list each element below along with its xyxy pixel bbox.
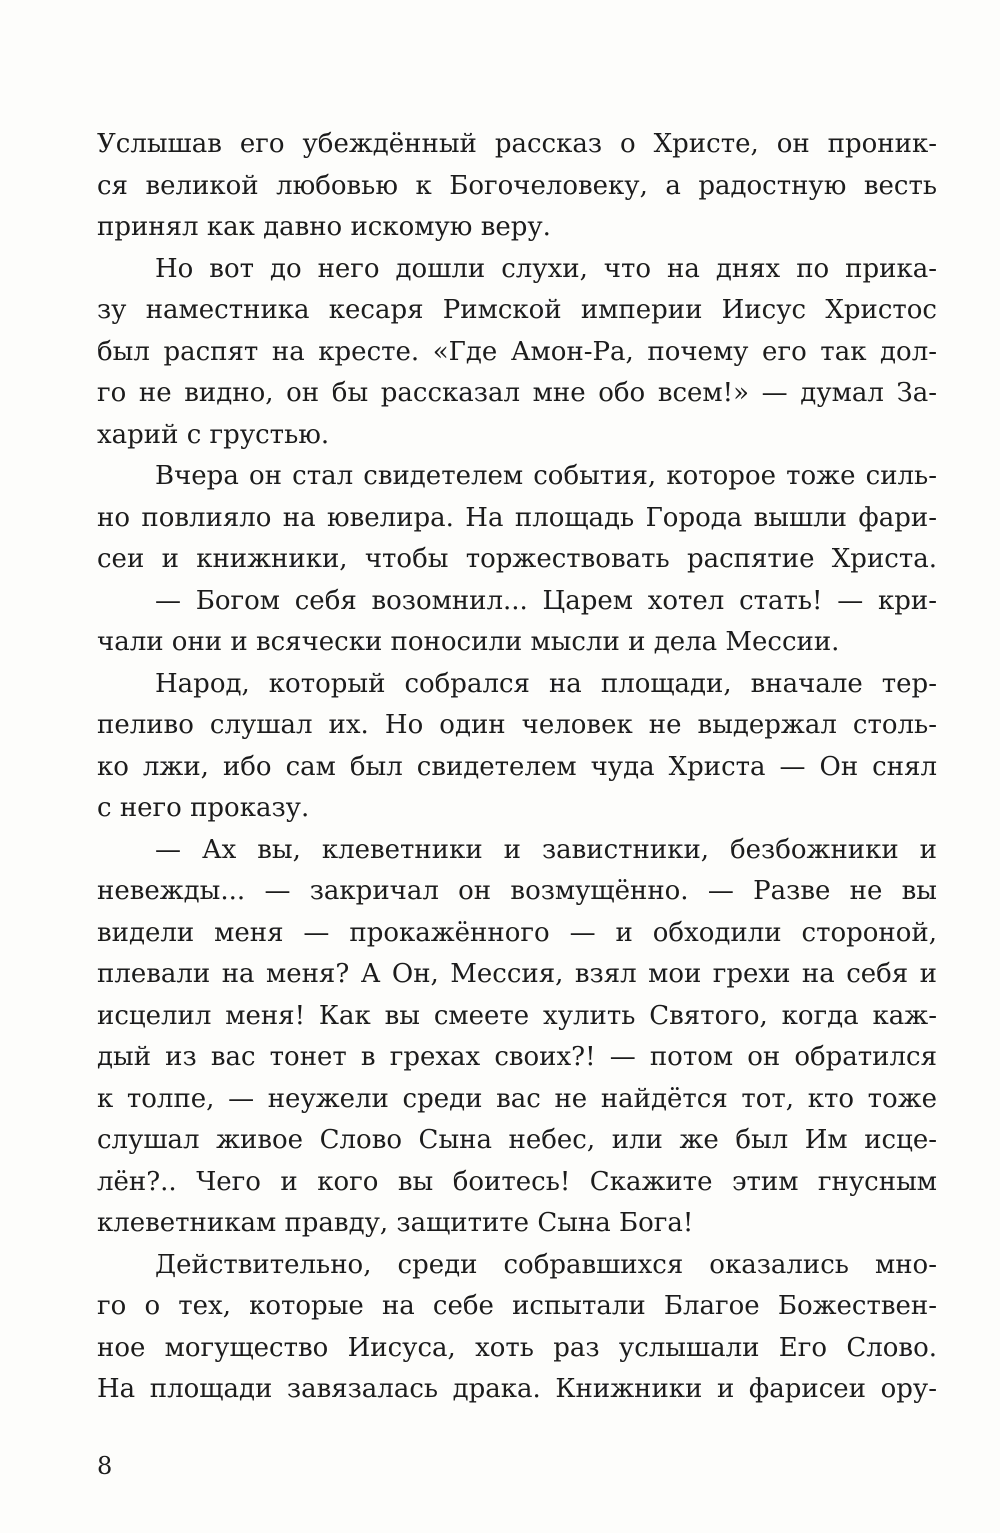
text-line: го не видно, он бы рассказал мне обо всем!» — думал За- <box>97 378 937 408</box>
text-line: го о тех, которые на себе испытали Благое Божествен- <box>97 1291 937 1321</box>
text-line: дый из вас тонет в грехах своих?! — потом он обратился <box>97 1042 937 1072</box>
text-line: исцелил меня! Как вы смеете хулить Святого, когда каж- <box>97 1000 937 1031</box>
text-line: Услышав его убеждённый рассказ о Христе, он проник- <box>97 129 937 159</box>
text-line: ко лжи, ибо сам был свидетелем чуда Христа — Он снял <box>97 751 937 782</box>
text-line: чали они и всячески поносили мысли и дела Мессии. <box>97 627 840 657</box>
text-line: видели меня — прокажённого — и обходили стороной, <box>97 917 937 948</box>
text-line: — Ах вы, клеветники и завистники, безбожники и <box>155 834 937 865</box>
text-line: был распят на кресте. «Где Амон-Ра, почему его так дол- <box>97 336 937 367</box>
text-line: принял как давно искомую веру. <box>97 212 551 242</box>
text-line: плевали на меня? А Он, Мессия, взял мои грехи на себя и <box>97 959 937 989</box>
text-line: Действительно, среди собравшихся оказались мно- <box>155 1249 937 1280</box>
text-line: сеи и книжники, чтобы торжествовать распятие Христа. <box>97 544 937 574</box>
text-line: к толпе, — неужели среди вас не найдётся тот, кто тоже <box>97 1083 937 1114</box>
text-line: лён?.. Чего и кого вы боитесь! Скажите этим гнусным <box>97 1166 937 1197</box>
text-line: Вчера он стал свидетелем события, которое тоже силь- <box>155 461 937 491</box>
text-line: ся великой любовью к Богочеловеку, а радостную весть <box>97 170 937 201</box>
text-line: Но вот до него дошли слухи, что на днях по прика- <box>155 253 937 284</box>
text-line: но повлияло на ювелира. На площадь Города вышли фари- <box>97 502 937 533</box>
text-line: — Богом себя возомнил... Царем хотел стать! — кри- <box>155 585 937 616</box>
text-line: слушал живое Слово Сына небес, или же был Им исце- <box>97 1125 937 1155</box>
text-line: зу наместника кесаря Римской империи Иисус Христос <box>97 295 937 325</box>
page-number: 8 <box>97 1452 113 1480</box>
text-line: пеливо слушал их. Но один человек не выдержал столь- <box>97 710 937 740</box>
text-line: ное могущество Иисуса, хоть раз услышали Его Слово. <box>97 1332 937 1363</box>
text-line: невежды... — закричал он возмущённо. — Разве не вы <box>97 876 937 906</box>
body-text <box>97 124 937 1411</box>
text-line: с него проказу. <box>97 793 310 823</box>
text-line: Народ, который собрался на площади, вначале тер- <box>155 668 937 699</box>
text-line: На площади завязалась драка. Книжники и фарисеи ору- <box>97 1374 937 1404</box>
text-line: клеветникам правду, защитите Сына Бога! <box>97 1208 694 1238</box>
text-line: харий с грустью. <box>97 419 330 450</box>
